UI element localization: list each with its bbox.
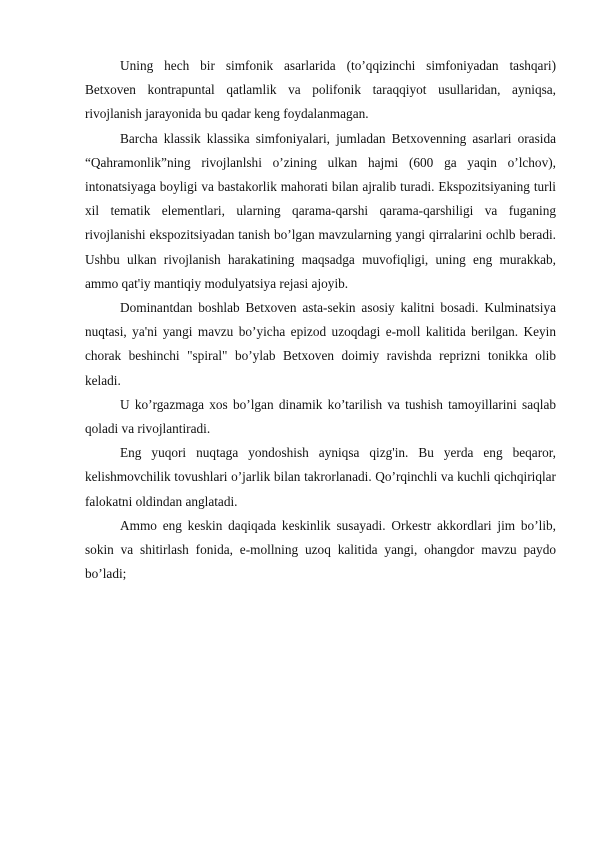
body-text [85, 54, 556, 586]
paragraph-2: Barcha klassik klassika simfoniyalari, jumladan Betxovenning asarlari orasida “Qahramonlik”ning rivojlanlshi o’zining ulkan hajmi (600 ga yaqin o’lchov), intonatsiyaga boyligi va bastakorlik mahorati bilan ajralib turadi. Ekspozitsiyaning turli xil tematik elementlari, ularning qarama-qarshi qarama-qarshiligi va fuganing rivojlanishi ekspozitsiyadan tanish bo’lgan mavzularning yangi qirralarini ochlb beradi. Ushbu ulkan rivojlanish harakatining maqsadga muvofiqligi, uning eng murakkab, ammo qat'iy mantiqiy modulyatsiya rejasi ajoyib. [85, 130, 556, 291]
paragraph-1: Uning hech bir simfonik asarlarida (to’qqizinchi simfoniyadan tashqari) Betxoven kontrapuntal qatlamlik va polifonik taraqqiyot usullaridan, ayniqsa, rivojlanish jarayonida bu qadar keng foydalanmagan. [85, 58, 556, 122]
paragraph-6: Ammo eng keskin daqiqada keskinlik susayadi. Orkestr akkordlari jim bo’lib, sokin va shitirlash fonida, e-mollning uzoq kalitida yangi, ohangdor mavzu paydo bo’ladi; [85, 517, 556, 582]
paragraph-5: Eng yuqori nuqtaga yondoshish ayniqsa qizg'in. Bu yerda eng beqaror, kelishmovchilik tovushlari o’jarlik bilan takrorlanadi. Qo’rqinchli va kuchli qichqiriqlar falokatni oldindan anglatadi. [85, 445, 556, 509]
paragraph-4: U ko’rgazmaga xos bo’lgan dinamik ko’tarilish va tushish tamoyillarini saqlab qoladi va rivojlantiradi. [85, 396, 556, 437]
paragraph-3: Dominantdan boshlab Betxoven asta-sekin asosiy kalitni bosadi. Kulminatsiya nuqtasi, ya'ni yangi mavzu bo’yicha epizod uzoqdagi e-moll kalitida berilgan. Keyin chorak beshinchi "spiral" bo’ylab Betxoven doimiy ravishda reprizni tonikka olib keladi. [85, 300, 556, 388]
